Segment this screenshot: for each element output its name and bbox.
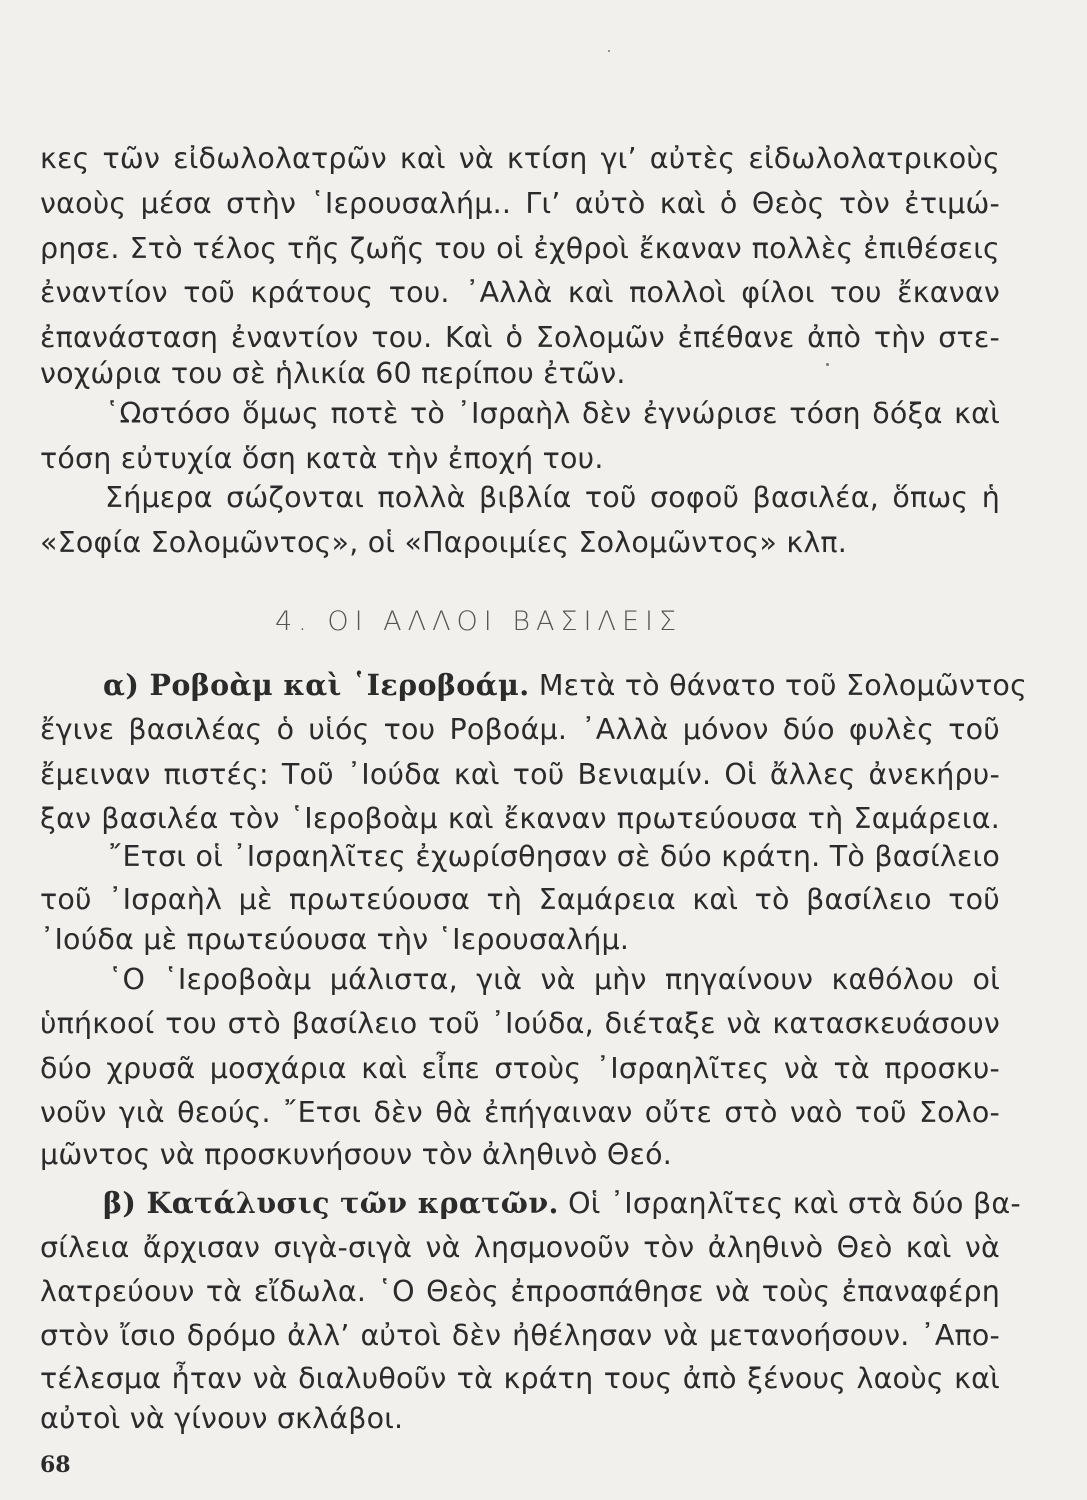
section-heading: 4. ΟΙ ΑΛΛΟΙ ΒΑΣΙΛΕΙΣ bbox=[275, 606, 683, 637]
text-line: δύο χρυσᾶ μοσχάρια καὶ εἶπε στοὺς ᾿Ισραηλῖτες νὰ τὰ προσκυ- bbox=[40, 1052, 1000, 1085]
print-speck bbox=[608, 50, 610, 52]
page-number: 68 bbox=[40, 1452, 71, 1478]
text-line: ἐναντίον τοῦ κράτους του. ᾿Αλλὰ καὶ πολλοὶ φίλοι του ἔκαναν bbox=[40, 276, 1000, 309]
text-line: ῾Ο ῾Ιεροβοὰμ μάλιστα, γιὰ νὰ μὴν πηγαίνουν καθόλου οἱ bbox=[108, 963, 1000, 996]
text-line: ῎Ετσι οἱ ᾿Ισραηλῖτες ἐχωρίσθησαν σὲ δύο κράτη. Τὸ βασίλειο bbox=[108, 840, 1000, 873]
text-line: τοῦ ᾿Ισραὴλ μὲ πρωτεύουσα τὴ Σαμάρεια καὶ τὸ βασίλειο τοῦ bbox=[40, 883, 1000, 916]
subsection-title: α) Ροβοὰμ καὶ ῾Ιεροβοάμ. bbox=[103, 668, 530, 702]
text-line: ἔμειναν πιστές: Τοῦ ᾿Ιούδα καὶ τοῦ Βενιαμίν. Οἱ ἄλλες ἀνεκήρυ- bbox=[40, 758, 1000, 791]
text-line: αὐτοὶ νὰ γίνουν σκλάβοι. bbox=[40, 1402, 404, 1435]
text-line: Σήμερα σώζονται πολλὰ βιβλία τοῦ σοφοῦ βασιλέα, ὅπως ἡ bbox=[105, 481, 1000, 514]
text-line: στὸν ἴσιο δρόμο ἀλλ’ αὐτοὶ δὲν ἠθέλησαν νὰ μετανοήσουν. ᾿Απο- bbox=[40, 1319, 1000, 1352]
text-line: ναοὺς μέσα στὴν ῾Ιερουσαλήμ.. Γι’ αὐτὸ καὶ ὁ Θεὸς τὸν ἐτιμώ- bbox=[40, 187, 1000, 220]
text-line bbox=[103, 1181, 1021, 1225]
print-speck bbox=[826, 363, 829, 366]
text-line: ᾿Ιούδα μὲ πρωτεύουσα τὴν ῾Ιερουσαλήμ. bbox=[40, 923, 630, 956]
text-line: μῶντος νὰ προσκυνήσουν τὸν ἀληθινὸ Θεό. bbox=[40, 1138, 672, 1171]
subsection-title: β) Κατάλυσις τῶν κρατῶν. bbox=[103, 1186, 559, 1220]
text-run: Οἱ ᾿Ισραηλῖτες καὶ στὰ δύο βα- bbox=[558, 1187, 1021, 1220]
text-run: Μετὰ τὸ θάνατο τοῦ Σολομῶντος bbox=[529, 669, 1027, 702]
text-line: σίλεια ἄρχισαν σιγὰ-σιγὰ νὰ λησμονοῦν τὸν ἀληθινὸ Θεὸ καὶ νὰ bbox=[40, 1231, 1000, 1264]
text-line: ἐπανάσταση ἐναντίον του. Καὶ ὁ Σολομῶν ἐπέθανε ἀπὸ τὴν στε- bbox=[40, 321, 1000, 354]
text-line: ὑπήκοοί του στὸ βασίλειο τοῦ ᾿Ιούδα, διέταξε νὰ κατασκευάσουν bbox=[40, 1007, 1000, 1040]
text-line: τόση εὐτυχία ὅση κατὰ τὴν ἐποχή του. bbox=[40, 442, 604, 475]
text-line: κες τῶν εἰδωλολατρῶν καὶ νὰ κτίση γι’ αὐτὲς εἰδωλολατρικοὺς bbox=[40, 142, 1000, 175]
text-line: τέλεσμα ἦταν νὰ διαλυθοῦν τὰ κράτη τους ἀπὸ ξένους λαοὺς καὶ bbox=[40, 1362, 1000, 1395]
text-line: λατρεύουν τὰ εἴδωλα. ῾Ο Θεὸς ἐπροσπάθησε νὰ τοὺς ἐπαναφέρη bbox=[40, 1275, 1000, 1308]
text-line: ἔγινε βασιλέας ὁ υἱός του Ροβοάμ. ᾿Αλλὰ μόνον δύο φυλὲς τοῦ bbox=[40, 713, 1000, 746]
text-line: «Σοφία Σολομῶντος», οἱ «Παροιμίες Σολομῶντος» κλπ. bbox=[40, 526, 848, 559]
text-line: ρησε. Στὸ τέλος τῆς ζωῆς του οἱ ἐχθροὶ ἔκαναν πολλὲς ἐπιθέσεις bbox=[40, 232, 1000, 265]
text-line bbox=[103, 663, 1027, 707]
text-line: ξαν βασιλέα τὸν ῾Ιεροβοὰμ καὶ ἔκαναν πρωτεύουσα τὴ Σαμάρεια. bbox=[40, 802, 1000, 835]
text-line: νοχώρια του σὲ ἡλικία 60 περίπου ἐτῶν. bbox=[40, 357, 626, 390]
text-line: ῾Ωστόσο ὅμως ποτὲ τὸ ᾿Ισραὴλ δὲν ἐγνώρισε τόση δόξα καὶ bbox=[105, 397, 1000, 430]
text-line: νοῦν γιὰ θεούς. ῎Ετσι δὲν θὰ ἐπήγαιναν οὔτε στὸ ναὸ τοῦ Σολο- bbox=[40, 1096, 1000, 1129]
